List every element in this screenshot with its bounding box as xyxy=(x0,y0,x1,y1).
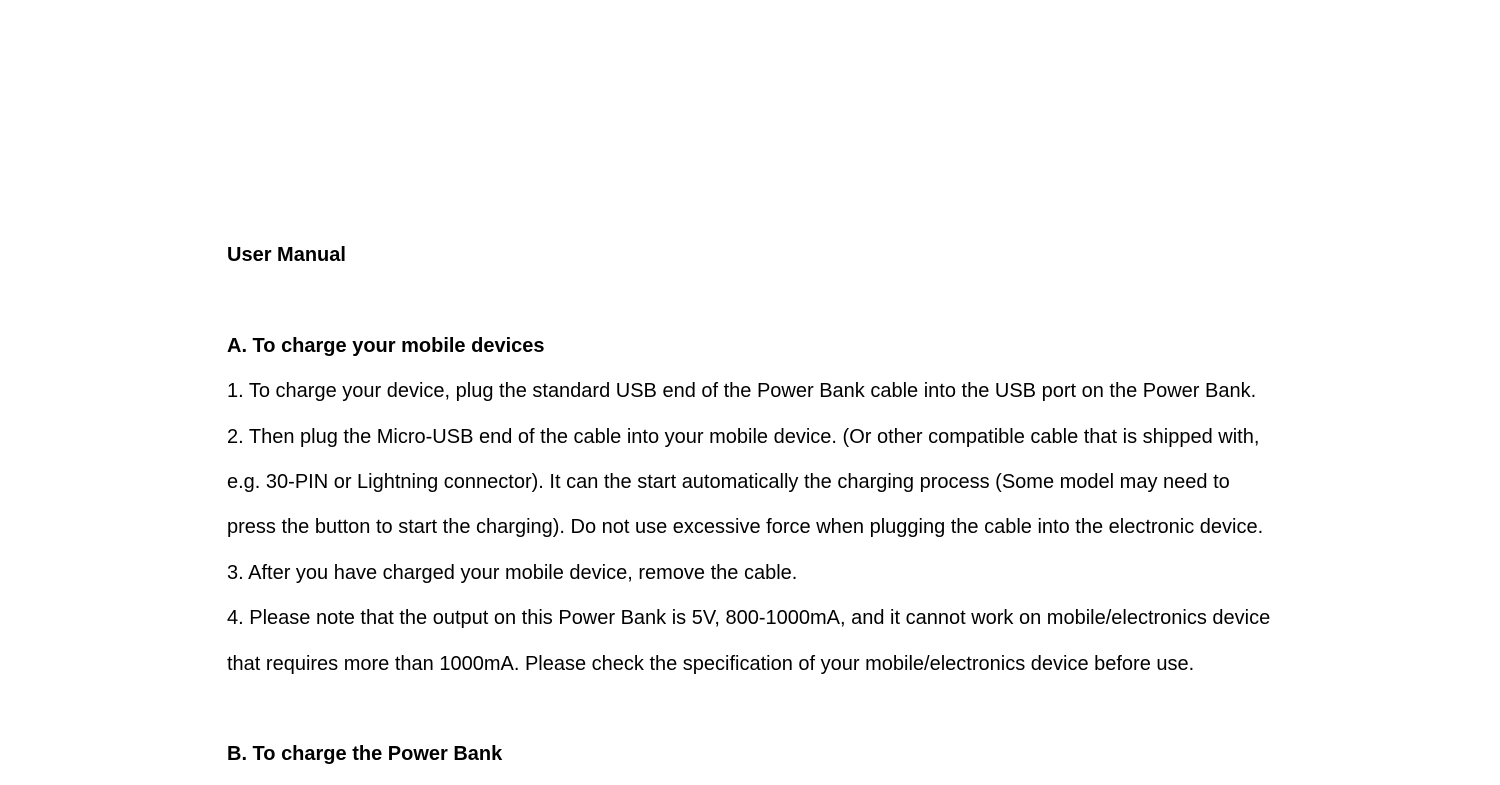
section-a-line: 1. To charge your device, plug the standard USB end of the Power Bank cable into the USB port on the Power Bank. xyxy=(227,380,1257,403)
document-body xyxy=(227,233,1297,778)
section-a-heading: A. To charge your mobile devices xyxy=(227,334,545,357)
section-a-line: 4. Please note that the output on this Power Bank is 5V, 800-1000mA, and it cannot work on mobile/electronics device xyxy=(227,607,1271,630)
section-b-heading: B. To charge the Power Bank xyxy=(227,743,503,766)
section-a-line: 2. Then plug the Micro-USB end of the cable into your mobile device. (Or other compatible cable that is shipped with, xyxy=(227,425,1260,448)
section-a-line: press the button to start the charging). Do not use excessive force when plugging the cable into the electronic device. xyxy=(227,516,1264,539)
blank-line xyxy=(227,278,1297,323)
section-a-line: e.g. 30-PIN or Lightning connector). It can the start automatically the charging process (Some model may need to xyxy=(227,470,1230,493)
section-a-line: 3. After you have charged your mobile device, remove the cable. xyxy=(227,561,798,584)
blank-line xyxy=(227,687,1297,732)
document-title: User Manual xyxy=(227,244,346,266)
section-a-line: that requires more than 1000mA. Please check the specification of your mobile/electronics device before use. xyxy=(227,652,1195,675)
